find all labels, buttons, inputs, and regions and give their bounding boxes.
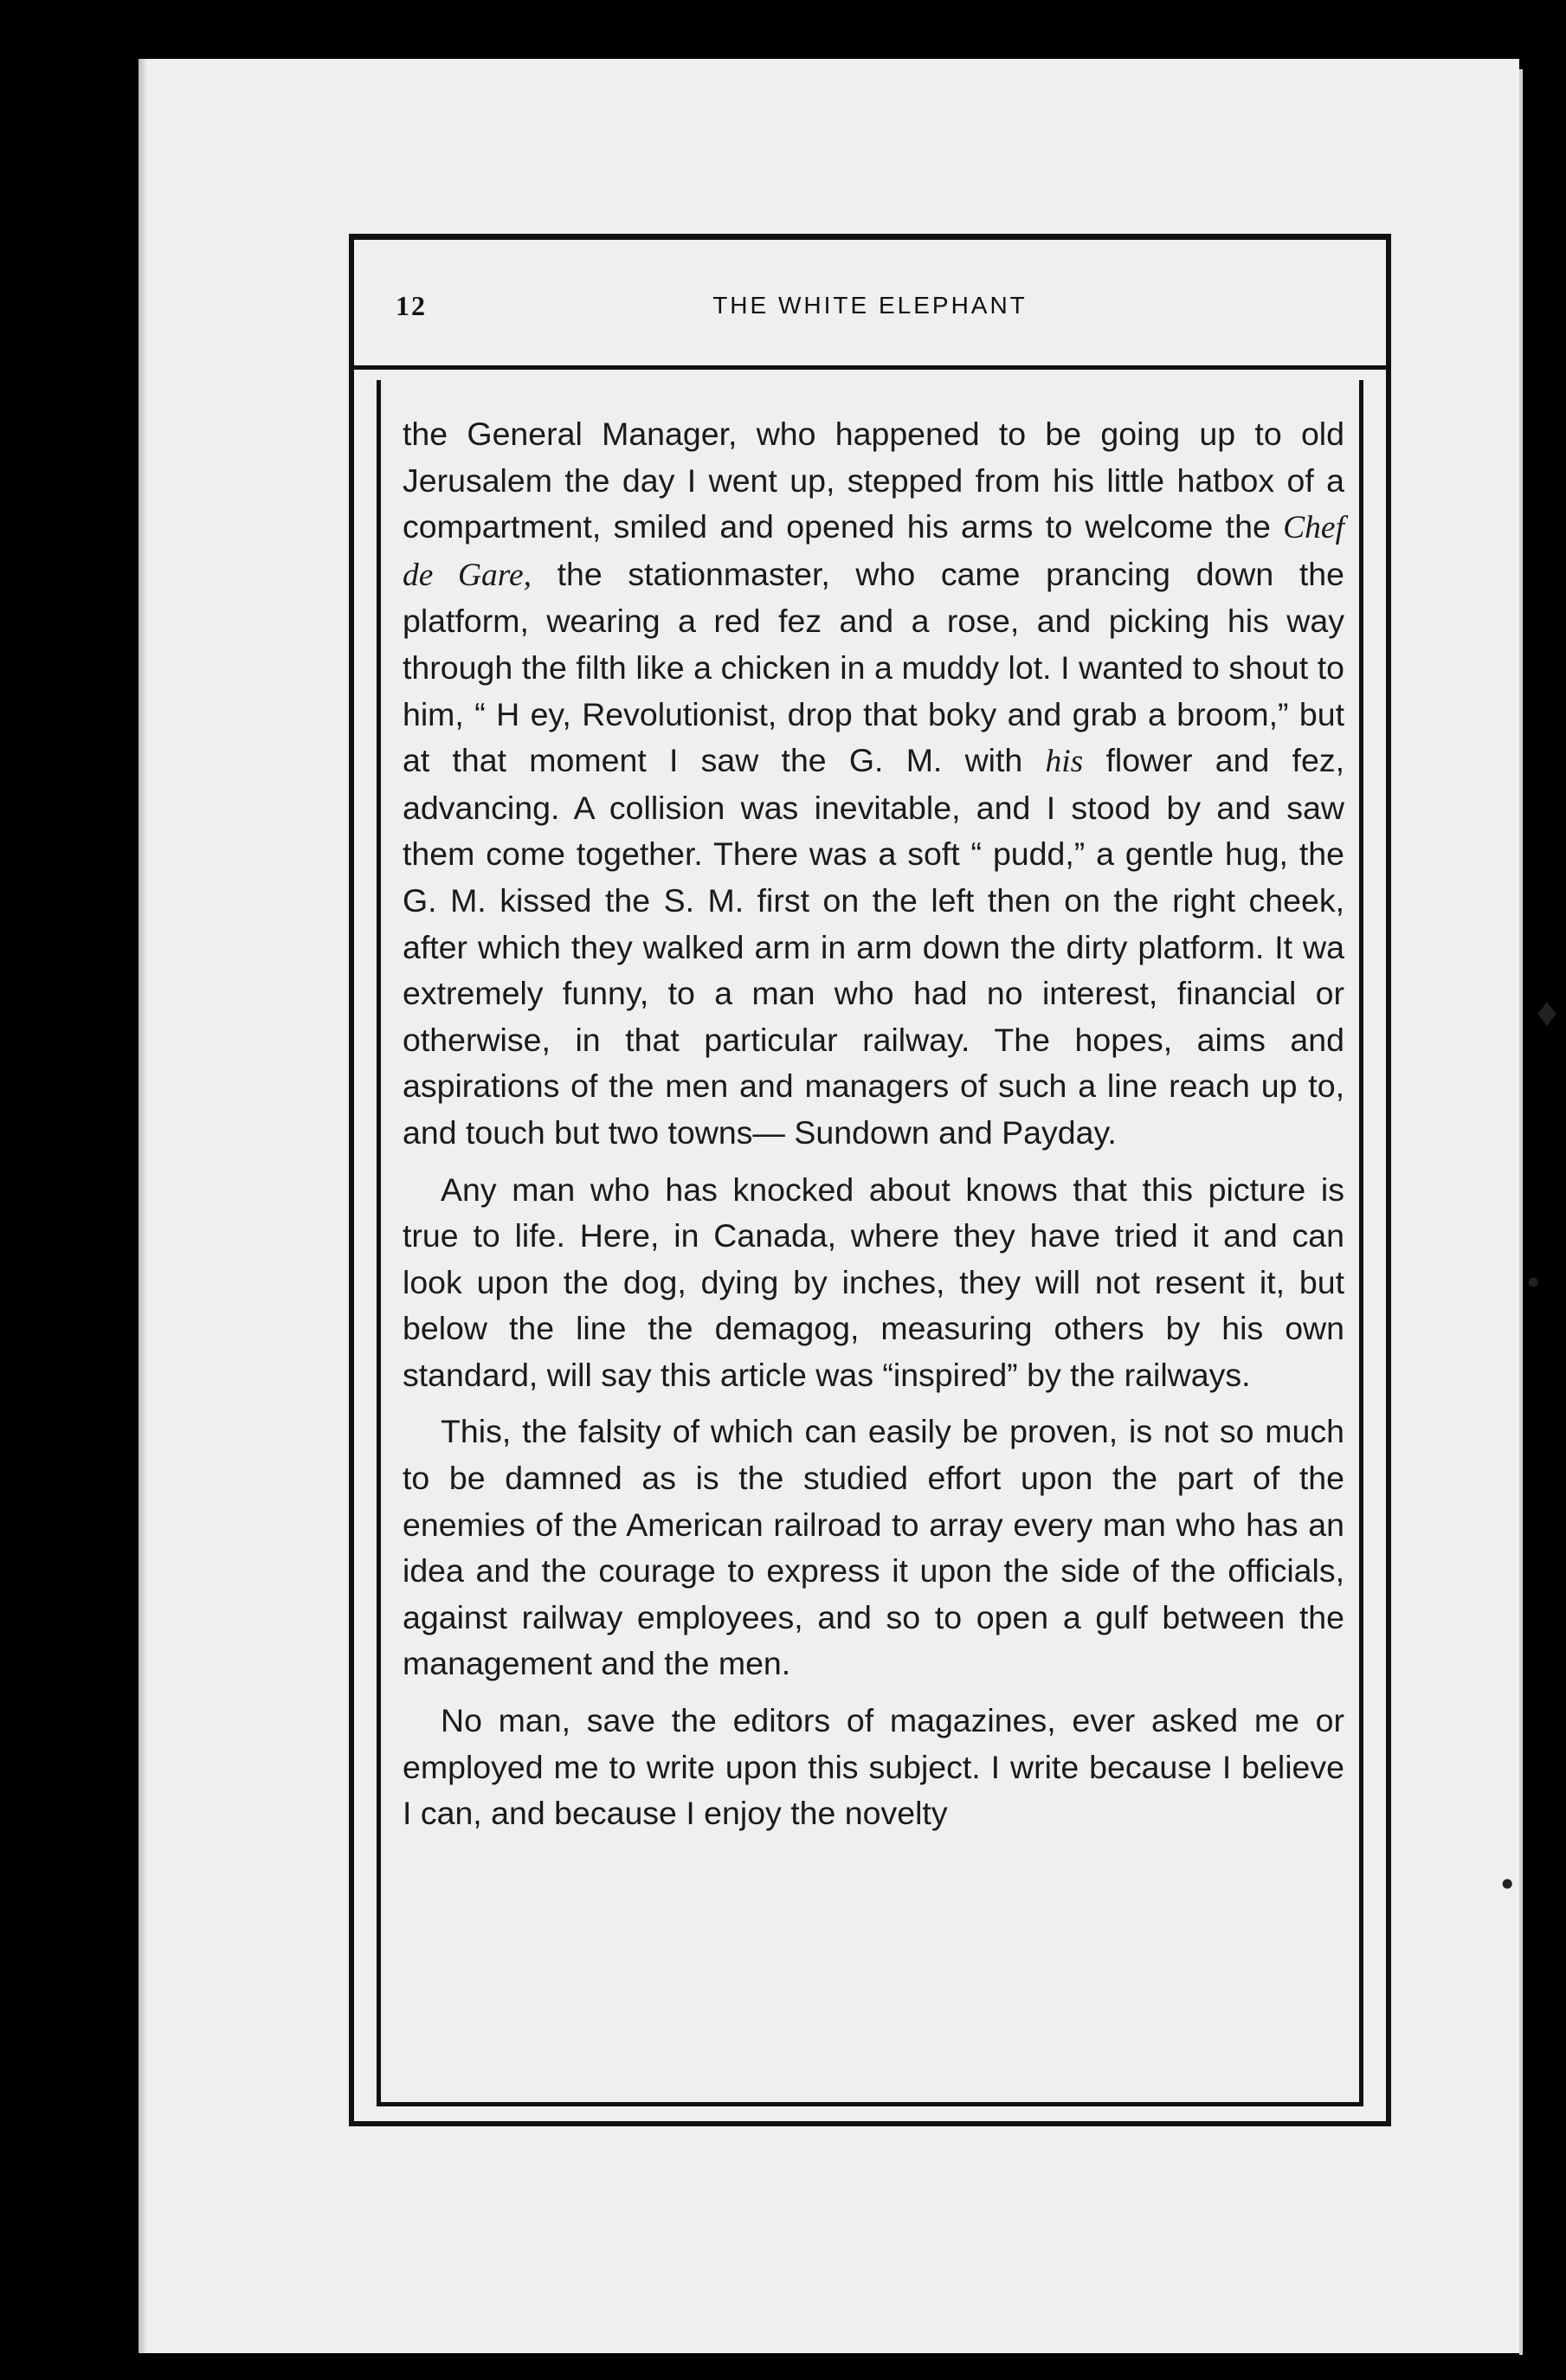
- running-title: THE WHITE ELEPHANT: [712, 292, 1028, 319]
- header-rule: [354, 365, 1386, 370]
- binding-mark-icon: •: [1498, 1866, 1518, 1904]
- page-border-frame: [349, 234, 1391, 2126]
- paragraph-4: No man, save the editors of magazines, ever asked me or employed me to write upon this subject. I write because I believe I can, and because I enjoy the novelty: [403, 1702, 1344, 1832]
- page-gutter-shadow: [139, 59, 147, 2353]
- binding-mark-icon: ♦: [1532, 996, 1563, 1034]
- paragraph-2: Any man who has knocked about knows that this picture is true to life. Here, in Canada, where they have tried it and can look upon the dog, dying by inches, they will not resent it, but below the line the demagog, measuring others by his own standard, will say this article was “inspired” by the railways.: [403, 1171, 1344, 1393]
- paragraph-1: the General Manager, who happened to be going up to old Jerusalem the day I went up, stepped from his little hatbox of a compartment, smiled and opened his arms to welcome the Chef de Gare, the stationmaster, who came prancing down the platform, wearing a red fez and a rose, and picking his way through the filth like a chicken in a muddy lot. I wanted to shout to him, “ H ey, Revolutionist, drop that boky and grab a broom,” but at that moment I saw the G. M. with his flower and fez, advancing. A collision was inevitable, and I stood by and saw them come together. There was a soft “ pudd,” a gentle hug, the G. M. kissed the S. M. first on the left then on the right cheek, after which they walked arm in arm down the dirty platform. It wa extremely funny, to a man who had no interest, financial or otherwise, in that particular railway. The hopes, aims and aspirations of the men and managers of such a line reach up to, and touch but two towns— Sundown and Payday.: [403, 416, 1344, 1151]
- paragraph-3: This, the falsity of which can easily be proven, is not so much to be damned as is the studied effort upon the part of the enemies of the American railroad to array every man who has an idea and the courage to express it upon the side of the officials, against railway employees, and so to open a gulf between the management and the men.: [403, 1413, 1344, 1682]
- body-text: [403, 411, 1344, 1848]
- page-number: 12: [396, 290, 427, 321]
- page-edge: [1519, 69, 1523, 2355]
- binding-mark-icon: •: [1524, 1264, 1543, 1302]
